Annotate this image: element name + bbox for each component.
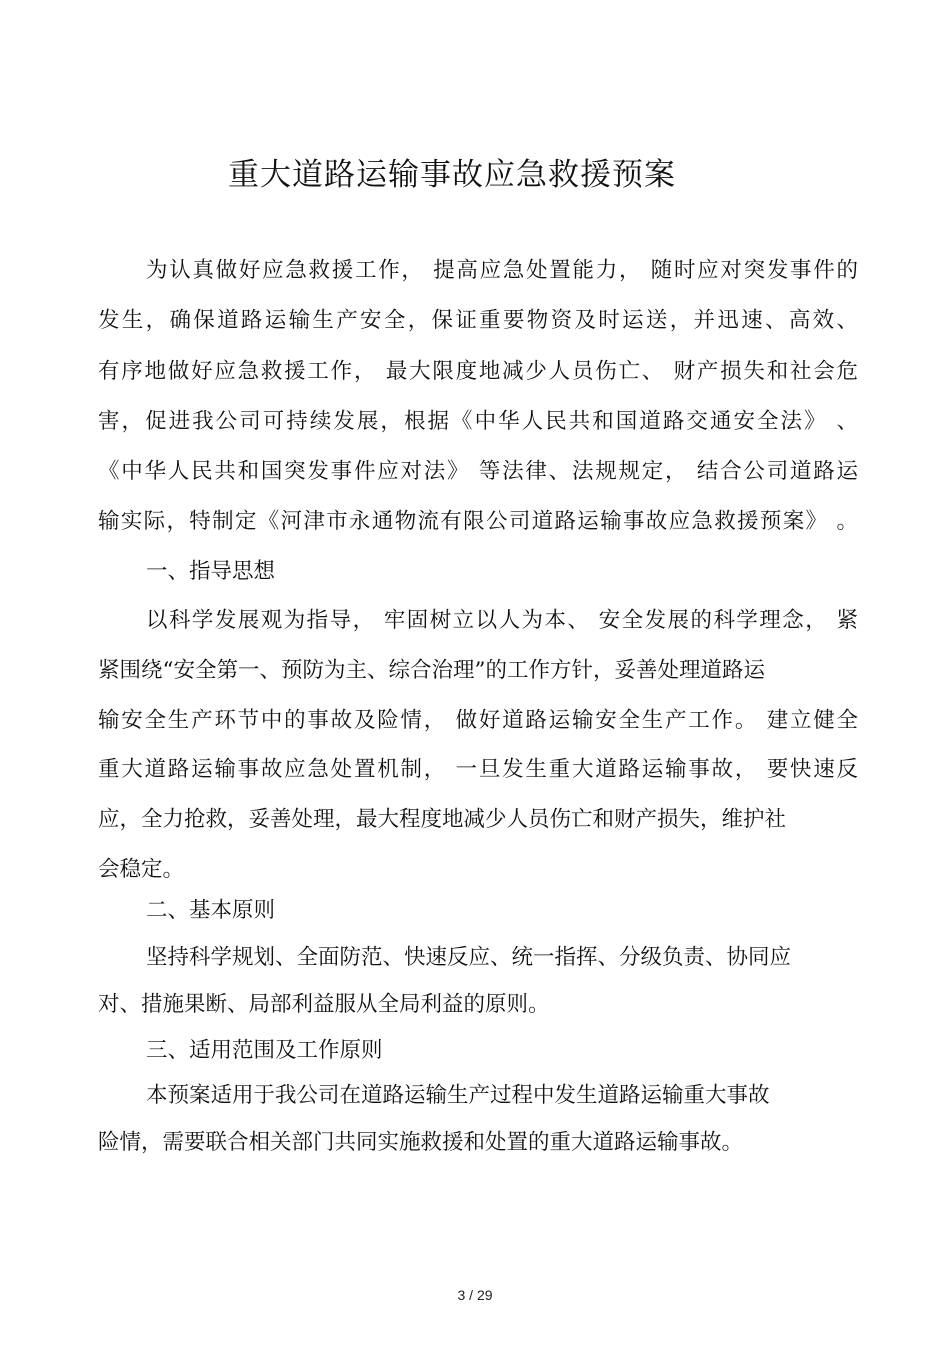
paragraph-line: 本预案适用于我公司在道路运输生产过程中发生道路运输重大事故 (146, 1083, 770, 1108)
paragraph-line: 险情，需要联合相关部门共同实施救援和处置的重大道路运输事故。 (98, 1130, 744, 1155)
paragraph-line: 输安全生产环节中的事故及险情， 做好道路运输安全生产工作。 建立健全 (98, 708, 858, 733)
paragraph-line: 对、措施果断、局部利益服从全局利益的原则。 (98, 992, 550, 1017)
page-number: 3 / 29 (457, 1287, 493, 1303)
paragraph-line: 紧围绕“安全第一、预防为主、综合治理”的工作方针，妥善处理道路运 (98, 658, 765, 683)
paragraph-line: 以科学发展观为指导， 牢固树立以人为本、 安全发展的科学理念， 紧 (146, 608, 858, 633)
paragraph-line: 输实际，特制定《河津市永通物流有限公司道路运输事故应急救援预案》 。 (98, 509, 858, 534)
paragraph-line: 为认真做好应急救援工作， 提高应急处置能力， 随时应对突发事件的 (146, 258, 858, 283)
paragraph-line: 有序地做好应急救援工作， 最大限度地减少人员伤亡、 财产损失和社会危 (98, 359, 858, 384)
section-heading: 一、指导思想 (146, 559, 276, 584)
paragraph-line: 坚持科学规划、全面防范、快速反应、统一指挥、分级负责、协同应 (146, 945, 792, 970)
paragraph-line: 害，促进我公司可持续发展，根据《中华人民共和国道路交通安全法》 、 (98, 409, 858, 434)
paragraph-line: 会稳定。 (98, 857, 185, 882)
paragraph-line: 发生，确保道路运输生产安全，保证重要物资及时运送，并迅速、高效、 (98, 308, 858, 333)
document-title: 重大道路运输事故应急救援预案 (228, 157, 676, 193)
paragraph-line: 应，全力抢救，妥善处理，最大程度地减少人员伤亡和财产损失，维护社 (98, 807, 787, 832)
section-heading: 三、适用范围及工作原则 (146, 1038, 383, 1063)
paragraph-line: 《中华人民共和国突发事件应对法》 等法律、法规规定， 结合公司道路运 (98, 459, 858, 484)
paragraph-line: 重大道路运输事故应急处置机制， 一旦发生重大道路运输事故， 要快速反 (98, 757, 858, 782)
section-heading: 二、基本原则 (146, 898, 276, 923)
